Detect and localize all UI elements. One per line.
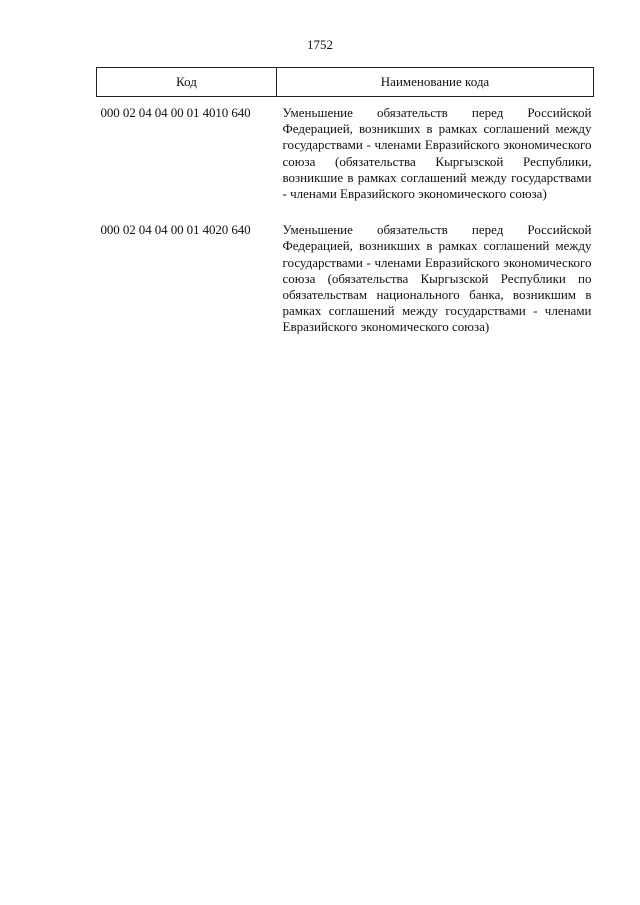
table-row [97,97,594,215]
code-description: Уменьшение обязательств перед Российской Федерацией, возникших в рамках соглашений между государствами - членами Евразийского экономического союза (обязательства Кыргызской Республики по обязательствам национального банка, возникшим в рамках соглашений между государствами - членами Евразийского экономического союза) [282,222,592,335]
header-name: Наименование кода [277,68,594,97]
table-row [97,214,594,347]
code-value: 000 02 04 04 00 01 4010 640 [100,105,251,120]
code-description: Уменьшение обязательств перед Российской Федерацией, возникших в рамках соглашений между государствами - членами Евразийского экономического союза (обязательства Кыргызской Республики, возникшие в рамках соглашений между государствами - членами Евразийского экономического союза) [282,105,592,202]
code-table [96,67,594,348]
code-value: 000 02 04 04 00 01 4020 640 [100,222,251,238]
table-header-row [97,68,594,97]
page-number: 1752 [307,37,333,52]
header-code: Код [97,68,277,97]
